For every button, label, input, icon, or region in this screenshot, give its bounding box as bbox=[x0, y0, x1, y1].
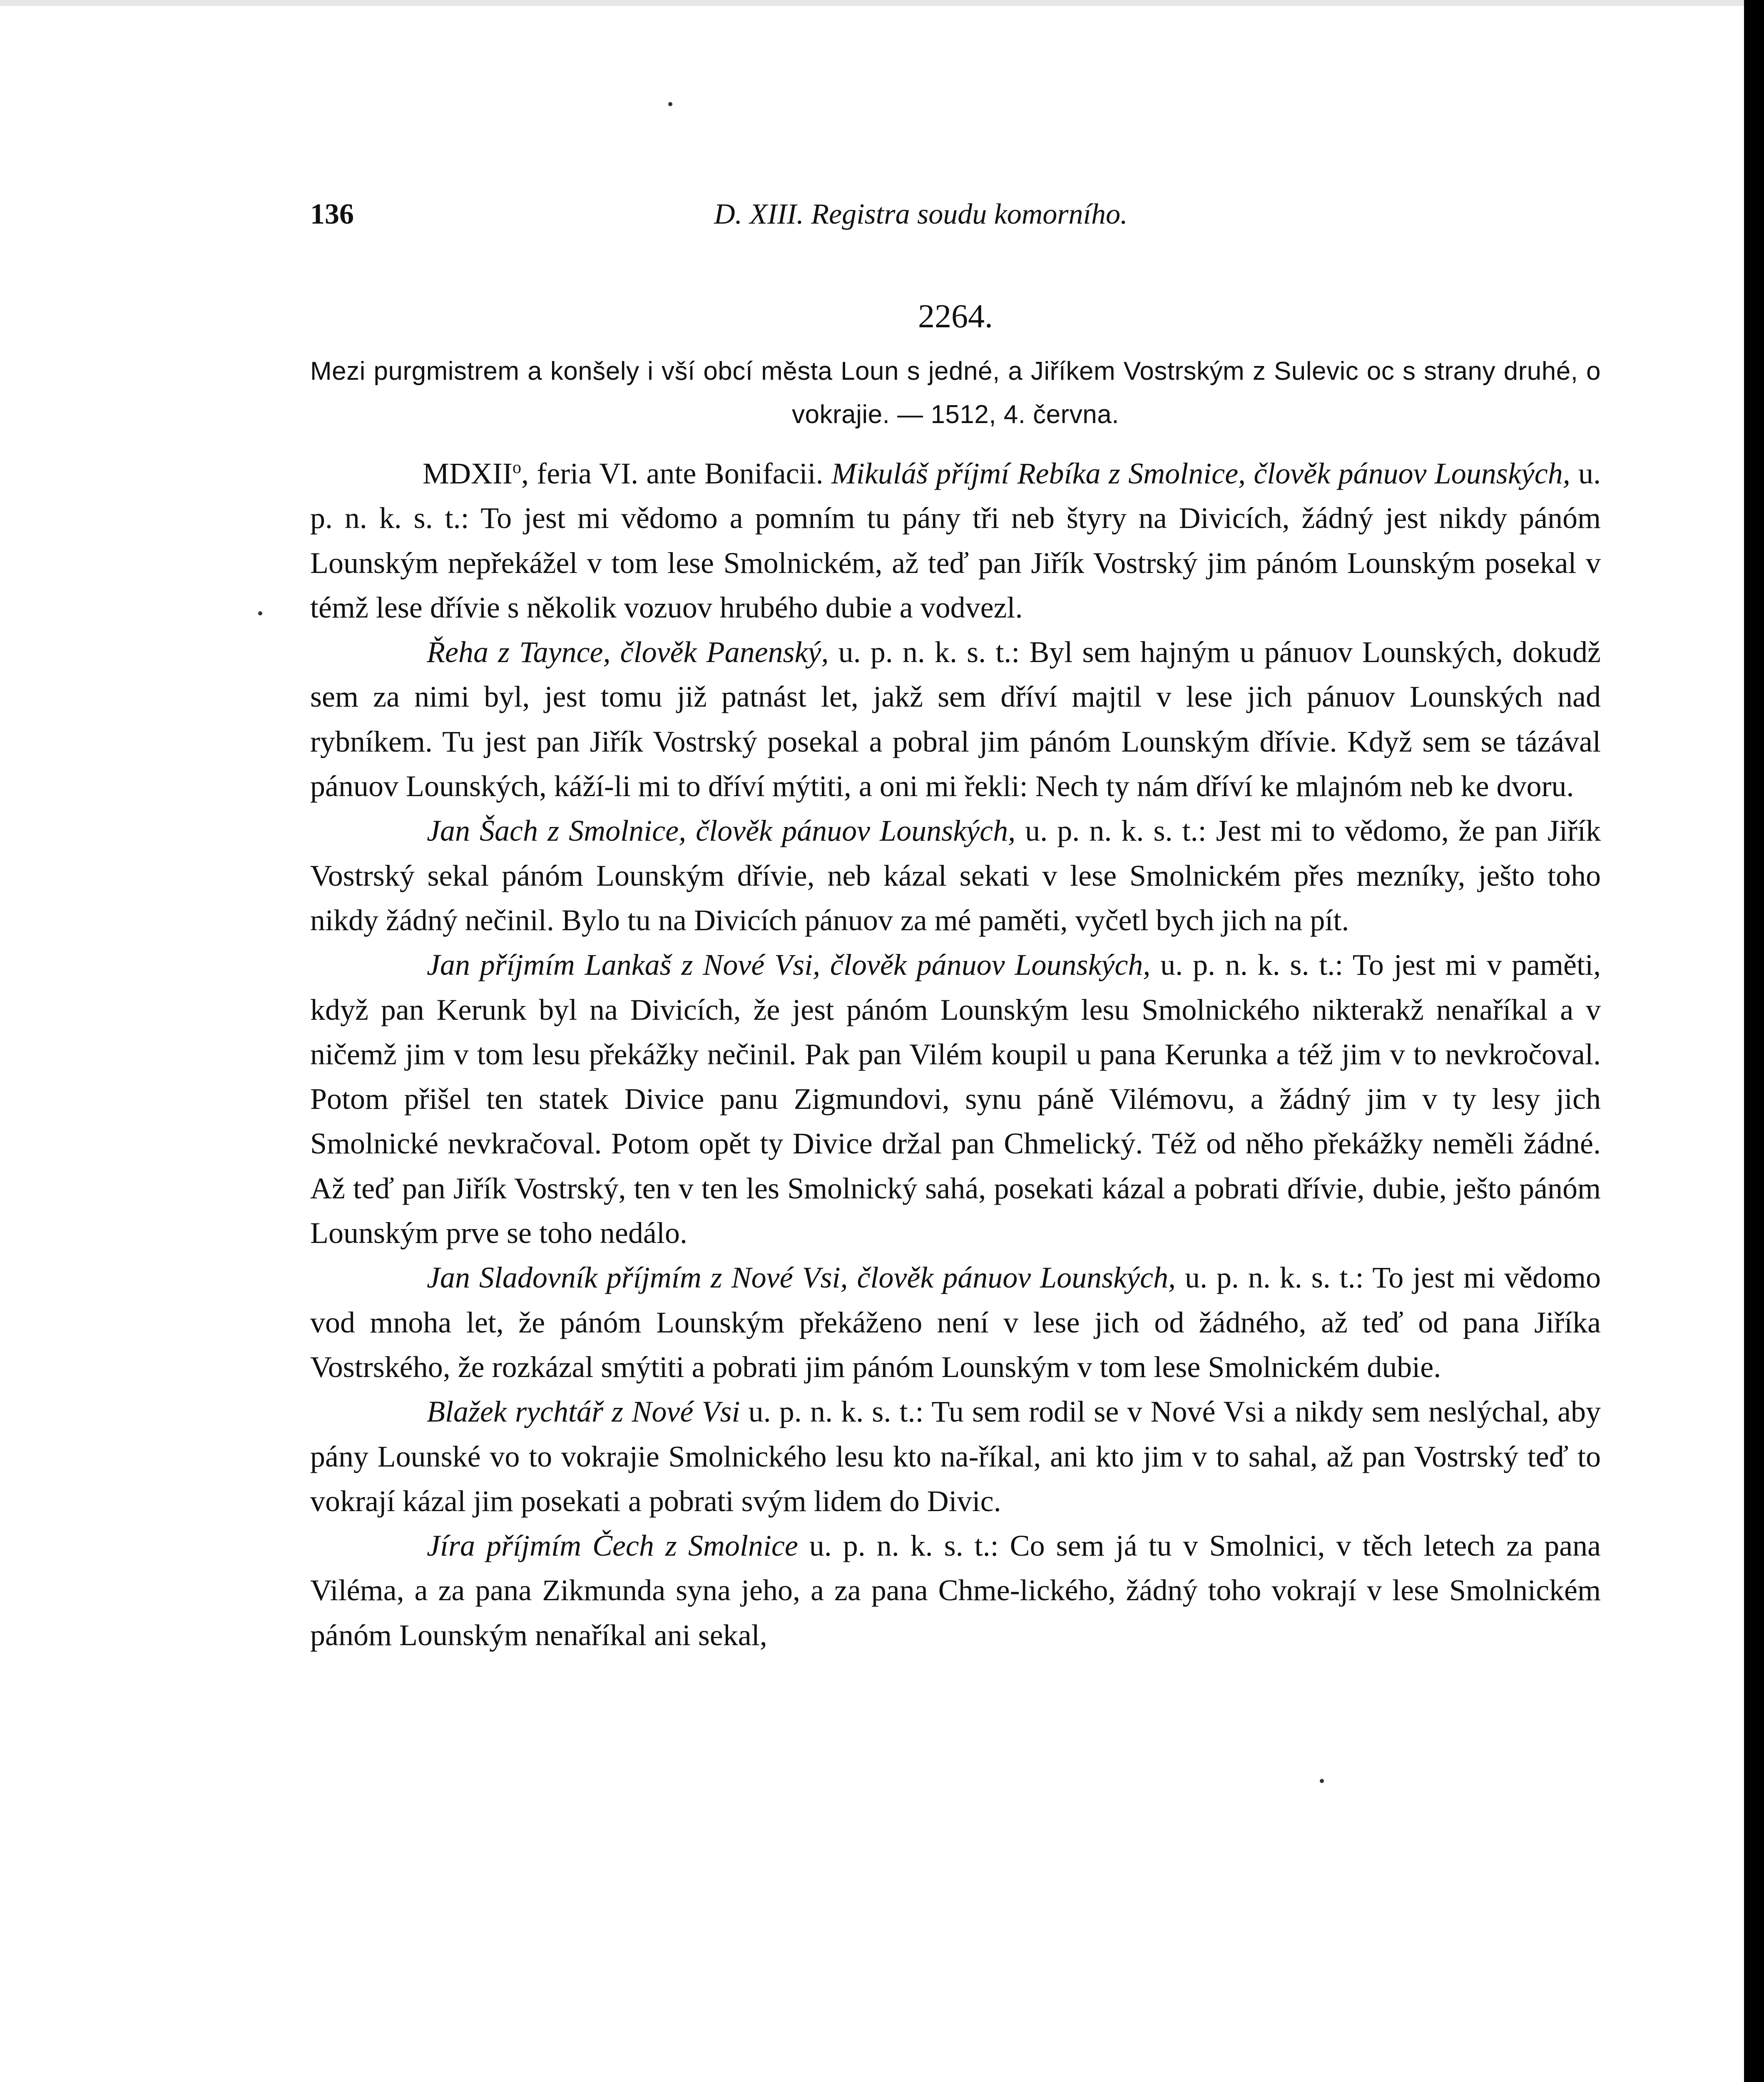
testimony-text bbox=[310, 451, 1601, 1658]
witness-name: Jíra příjmím Čech z Smolnice bbox=[427, 1529, 798, 1563]
date-lead-rest: , feria VI. ante Bonifacii. bbox=[521, 457, 831, 490]
testimony-paragraph bbox=[310, 809, 1601, 943]
date-lead-superscript: o bbox=[512, 458, 521, 477]
page-header bbox=[310, 183, 1601, 246]
testimony-paragraph bbox=[310, 1390, 1601, 1524]
entry-summary: Mezi purgmistrem a konšely i vší obcí města Loun s jedné, a Jiříkem Vostrským z Sulevic oc s strany druhé, o vokrajie. — 1512, 4. června. bbox=[310, 357, 1601, 429]
scan-speck bbox=[668, 102, 672, 106]
testimony-paragraph bbox=[310, 943, 1601, 1255]
witness-name: Mikuláš příjmí Rebíka z Smolnice, člověk pánuov Lounských, bbox=[831, 457, 1570, 490]
witness-statement: u. p. n. k. s. t.: Tu sem rodil se v Nové Vsi a nikdy sem neslýchal, aby pány Lounské vo to vokrajie Smolnického lesu kto na-říkal, ani kto jim v to sahal, až pan Vostrský teď to vokrají kázal jim posekati a pobrati svým lidem do Divic. bbox=[310, 1395, 1601, 1518]
witness-statement: u. p. n. k. s. t.: Jest mi to vědomo, že pan Jiřík Vostrský sekal pánóm Lounským dřívie, neb kázal sekati v lese Smolnickém přes mezníky, ješto toho nikdy žádný nečinil. Bylo tu na Divicích pánuov za mé paměti, vyčetl bych jich na pít. bbox=[310, 814, 1601, 937]
witness-name: Jan Sladovník příjmím z Nové Vsi, člověk pánuov Lounských, bbox=[427, 1261, 1176, 1295]
witness-name: Řeha z Taynce, člověk Panenský, bbox=[427, 635, 829, 669]
testimony-paragraph bbox=[310, 1524, 1601, 1658]
running-head: D. XIII. Registra soudu komorního. bbox=[714, 198, 1128, 230]
page-content bbox=[310, 183, 1601, 1658]
witness-name: Jan Šach z Smolnice, člověk pánuov Lounských, bbox=[427, 814, 1016, 848]
entry-number: 2264. bbox=[918, 298, 993, 335]
testimony-paragraph bbox=[310, 1255, 1601, 1390]
scan-right-border bbox=[1744, 0, 1764, 2082]
scan-speck bbox=[1320, 1779, 1324, 1783]
witness-name: Blažek rychtář z Nové Vsi bbox=[427, 1395, 740, 1429]
witness-statement: u. p. n. k. s. t.: Byl sem hajným u pánuov Lounských, dokudž sem za nimi byl, jest tomu již patnást let, jakž sem dříví majtil v lese jich pánuov Lounských nad rybníkem. Tu jest pan Jiřík Vostrský posekal a pobral jim pánóm Lounským dřívie. Když sem se tázával pánuov Lounských, káží-li mi to dříví mýtiti, a oni mi řekli: Nech ty nám dříví ke mlajnóm neb ke dvoru. bbox=[310, 635, 1601, 803]
scan-top-edge bbox=[0, 0, 1764, 6]
scan-speck bbox=[258, 611, 262, 615]
testimony-paragraph bbox=[310, 451, 1601, 630]
witness-statement: u. p. n. k. s. t.: To jest mi vědomo vod mnoha let, že pánóm Lounským překáženo není v lese jich od žádného, až teď od pana Jiříka Vostrského, že rozkázal smýtiti a pobrati jim pánóm Lounským v tom lese Smolnickém dubie. bbox=[310, 1261, 1601, 1384]
date-lead: MDXII bbox=[423, 457, 513, 490]
witness-name: Jan příjmím Lankaš z Nové Vsi, člověk pánuov Lounských, bbox=[427, 948, 1151, 982]
witness-statement: u. p. n. k. s. t.: To jest mi vědomo a pomním tu pány tři neb štyry na Divicích, žádný jest nikdy pánóm Lounským nepřekážel v tom lese Smolnickém, až teď pan Jiřík Vostrský jim pánóm Lounským posekal v témž lese dřívie s několik vozuov hrubého dubie a vodvezl. bbox=[310, 457, 1601, 624]
witness-statement: u. p. n. k. s. t.: To jest mi v paměti, když pan Kerunk byl na Divicích, že jest pánóm Lounským lesu Smolnického nikterakž nenaříkal a v ničemž jim v tom lesu překážky nečinil. Pak pan Vilém koupil u pana Kerunka a též jim v to nevkročoval. Potom přišel ten statek Divice panu Zigmundovi, synu páně Vilémovu, a žádný jim v ty lesy jich Smolnické nevkračoval. Potom opět ty Divice držal pan Chmelický. Též od něho překážky neměli žádné. Až teď pan Jiřík Vostrský, ten v ten les Smolnický sahá, posekati kázal a pobrati dřívie, dubie, ješto pánóm Lounským prve se toho nedálo. bbox=[310, 948, 1601, 1250]
page-number: 136 bbox=[310, 198, 354, 230]
testimony-paragraph bbox=[310, 630, 1601, 809]
witness-statement: u. p. n. k. s. t.: Co sem já tu v Smolnici, v těch letech za pana Viléma, a za pana Zikmunda syna jeho, a za pana Chme-lického, žádný toho vokrají v lese Smolnickém pánóm Lounským nenaříkal ani sekal, bbox=[310, 1529, 1601, 1652]
